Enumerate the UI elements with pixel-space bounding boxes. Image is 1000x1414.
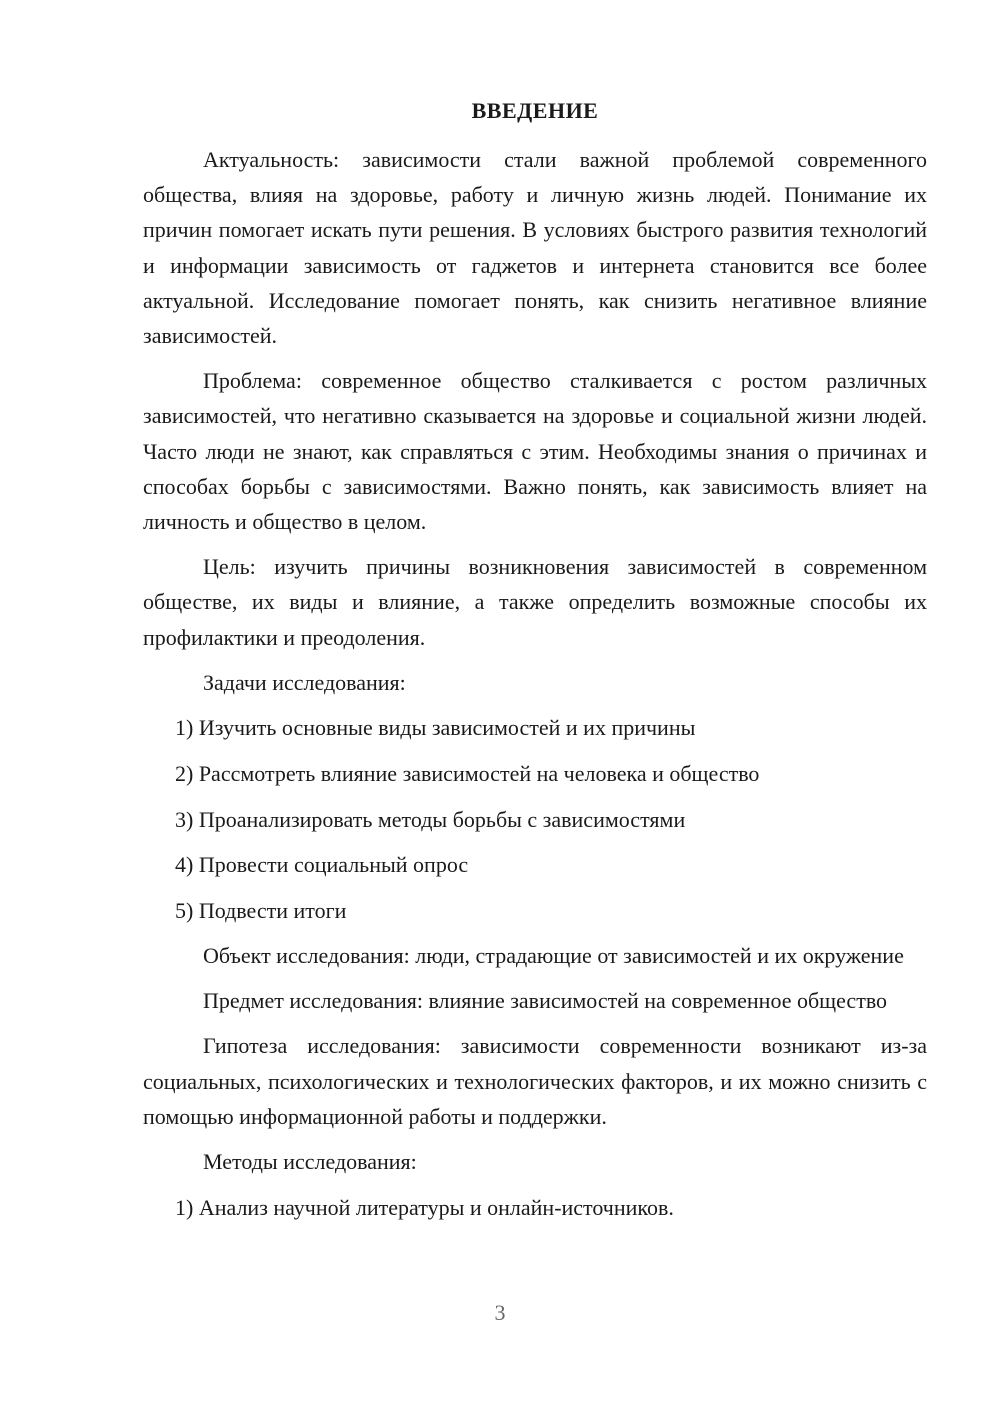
page-title: ВВЕДЕНИЕ [471,98,599,123]
list-item: 1) Изучить основные виды зависимостей и их причины [175,715,696,741]
list-item: 2) Рассмотреть влияние зависимостей на человека и общество [175,761,760,787]
paragraph-subject: Предмет исследования: влияние зависимостей на современное общество [203,988,888,1014]
paragraph-goal: Цель: изучить причины возникновения зависимостей в современном обществе, их виды и влияние, а также определить возможные способы их профилактики и преодоления. [143,554,927,650]
list-item: 1) Анализ научной литературы и онлайн-источников. [175,1194,674,1220]
list-item: 4) Провести социальный опрос [175,852,469,878]
paragraph-problem: Проблема: современное общество сталкивается с ростом различных зависимостей, что негативно сказывается на здоровье и социальной жизни людей. Часто люди не знают, как справляться с этим. Необходимы знания о причинах и способах борьбы с зависимостями. Важно понять, как зависимость влияет на личность и общество в целом. [143,368,927,535]
tasks-heading: Задачи исследования: [203,669,406,695]
methods-heading: Методы исследования: [203,1149,417,1175]
list-item: 3) Проанализировать методы борьбы с зависимостями [175,806,686,832]
list-item: 5) Подвести итоги [175,897,347,923]
paragraph-relevance: Актуальность: зависимости стали важной проблемой современного общества, влияя на здоровье, работу и личную жизнь людей. Понимание их причин помогает искать пути решения. В условиях быстрого развития технологий и информации зависимость от гаджетов и интернета становится все более актуальной. Исследование помогает понять, как снизить негативное влияние зависимостей. [143,147,927,349]
methods-list [143,1190,927,1225]
page-number: 3 [494,1300,506,1325]
tasks-list [143,710,927,928]
paragraph-hypothesis: Гипотеза исследования: зависимости современности возникают из-за социальных, психологических и технологических факторов, и их можно снизить с помощью информационной работы и поддержки. [143,1033,927,1129]
page-content [143,142,927,1225]
paragraph-object: Объект исследования: люди, страдающие от зависимостей и их окружение [203,943,904,969]
